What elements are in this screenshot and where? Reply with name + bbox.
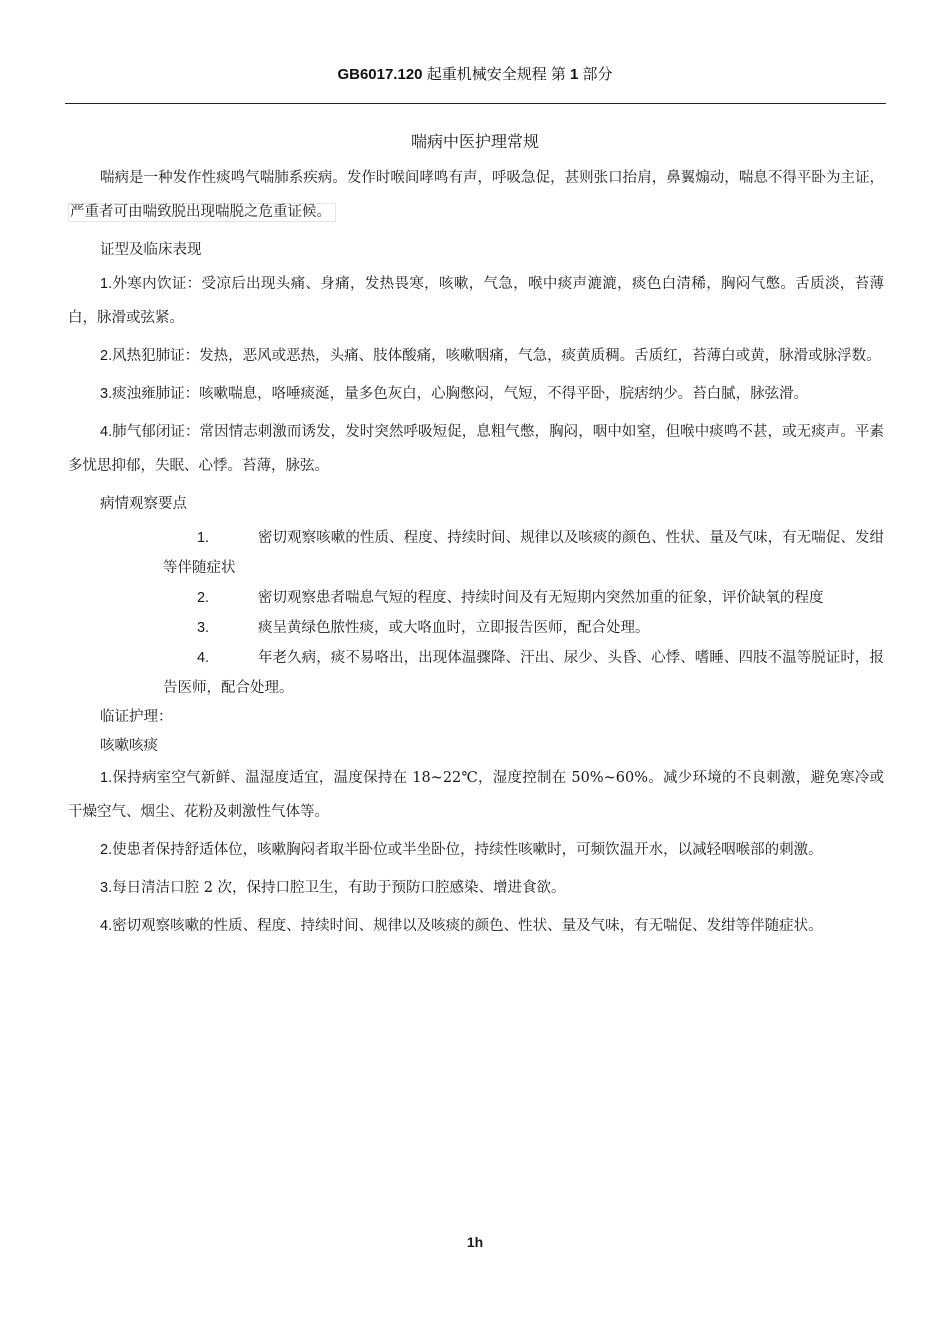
document-title: 喘病中医护理常规 — [410, 132, 539, 151]
care-number: 3. — [100, 880, 113, 896]
care-number: 4. — [100, 918, 113, 934]
syndrome-text: 痰浊雍肺证：咳嗽喘息，咯唾痰涎，量多色灰白，心胸憋闷，气短，不得平卧，脘痞纳少。苔白腻，脉弦滑。 — [112, 386, 809, 402]
care-text: 使患者保持舒适体位，咳嗽胸闷者取半卧位或半坐卧位，持续性咳嗽时，可频饮温开水，以减轻咽喉部的刺激。 — [112, 842, 823, 858]
header-title-a: 起重机械安全规程 第 — [426, 66, 566, 83]
observation-number: 4. — [196, 650, 210, 666]
syndrome-item — [68, 377, 884, 411]
care-item — [68, 871, 884, 905]
observation-text: 密切观察患者喘息气短的程度、持续时间及有无短期内突然加重的征象，评价缺氧的程度 — [258, 590, 824, 606]
observation-item — [163, 613, 884, 643]
observation-item — [163, 583, 884, 613]
syndrome-item — [68, 267, 884, 335]
care-heading: 临证护理： — [100, 709, 173, 725]
page-number: 1h — [466, 1234, 484, 1250]
observation-text: 痰呈黄绿色脓性痰，或大咯血时，立即报告医师，配合处理。 — [258, 620, 650, 636]
intro-highlighted-text: 严重者可由喘致脱出现喘脱之危重证候。 — [68, 203, 336, 222]
header-part-number: 1 — [570, 66, 579, 83]
header-divider — [65, 103, 886, 104]
syndrome-number: 4. — [100, 424, 113, 440]
document-body — [68, 161, 884, 947]
syndrome-text: 肺气郁闭证：常因情志刺激而诱发，发时突然呼吸短促，息粗气憋，胸闷，咽中如窒，但喉中痰鸣不甚，或无痰声。平素多忧思抑郁，失眠、心悸。苔薄，脉弦。 — [68, 424, 884, 474]
care-number: 2. — [100, 842, 113, 858]
observation-list — [68, 523, 884, 703]
syndrome-text: 外寒内饮证：受凉后出现头痛、身痛，发热畏寒，咳嗽，气急，喉中痰声漉漉，痰色白清稀，胸闷气憋。舌质淡，苔薄白，脉滑或弦紧。 — [68, 276, 884, 326]
page-header — [0, 64, 950, 86]
observation-heading: 病情观察要点 — [100, 496, 187, 512]
care-text: 密切观察咳嗽的性质、程度、持续时间、规律以及咳痰的颜色、性状、量及气味，有无喘促、发绀等伴随症状。 — [112, 918, 823, 934]
care-text: 每日清洁口腔 2 次，保持口腔卫生，有助于预防口腔感染、增进食欲。 — [112, 880, 566, 896]
syndrome-number: 3. — [100, 386, 113, 402]
intro-text: 喘病是一种发作性痰鸣气喘肺系疾病。发作时喉间哮鸣有声，呼吸急促，甚则张口抬肩，鼻翼煽动，喘息不得平卧为主证， — [100, 170, 884, 186]
intro-paragraph — [68, 161, 884, 229]
observation-number: 2. — [196, 590, 210, 606]
observation-number: 1. — [196, 530, 210, 546]
care-text: 保持病室空气新鲜、温湿度适宜，温度保持在 18~22℃，湿度控制在 50%~60%。减少环境的不良刺激，避免寒冷或干燥空气、烟尘、花粉及刺激性气体等。 — [68, 770, 884, 820]
observation-text: 年老久病，痰不易咯出，出现体温骤降、汗出、尿少、头昏、心悸、嗜睡、四肢不温等脱证时，报告医师，配合处理。 — [163, 650, 884, 696]
syndrome-number: 2. — [100, 348, 113, 364]
syndrome-item — [68, 339, 884, 373]
standard-code: GB6017.120 — [337, 66, 423, 83]
syndrome-text: 风热犯肺证：发热，恶风或恶热，头痛、肢体酸痛，咳嗽咽痛，气急，痰黄质稠。舌质红，苔薄白或黄，脉滑或脉浮数。 — [112, 348, 881, 364]
observation-number: 3. — [196, 620, 210, 636]
care-item — [68, 909, 884, 943]
care-item — [68, 761, 884, 829]
observation-item — [163, 523, 884, 583]
cough-heading: 咳嗽咳痰 — [100, 738, 158, 754]
syndrome-item — [68, 415, 884, 483]
syndrome-number: 1. — [100, 276, 113, 292]
observation-text: 密切观察咳嗽的性质、程度、持续时间、规律以及咳痰的颜色、性状、量及气味，有无喘促、发绀等伴随症状 — [163, 530, 884, 576]
header-title-b: 部分 — [582, 66, 613, 83]
care-item — [68, 833, 884, 867]
care-number: 1. — [100, 770, 113, 786]
syndrome-heading: 证型及临床表现 — [100, 242, 202, 258]
observation-item — [163, 643, 884, 703]
